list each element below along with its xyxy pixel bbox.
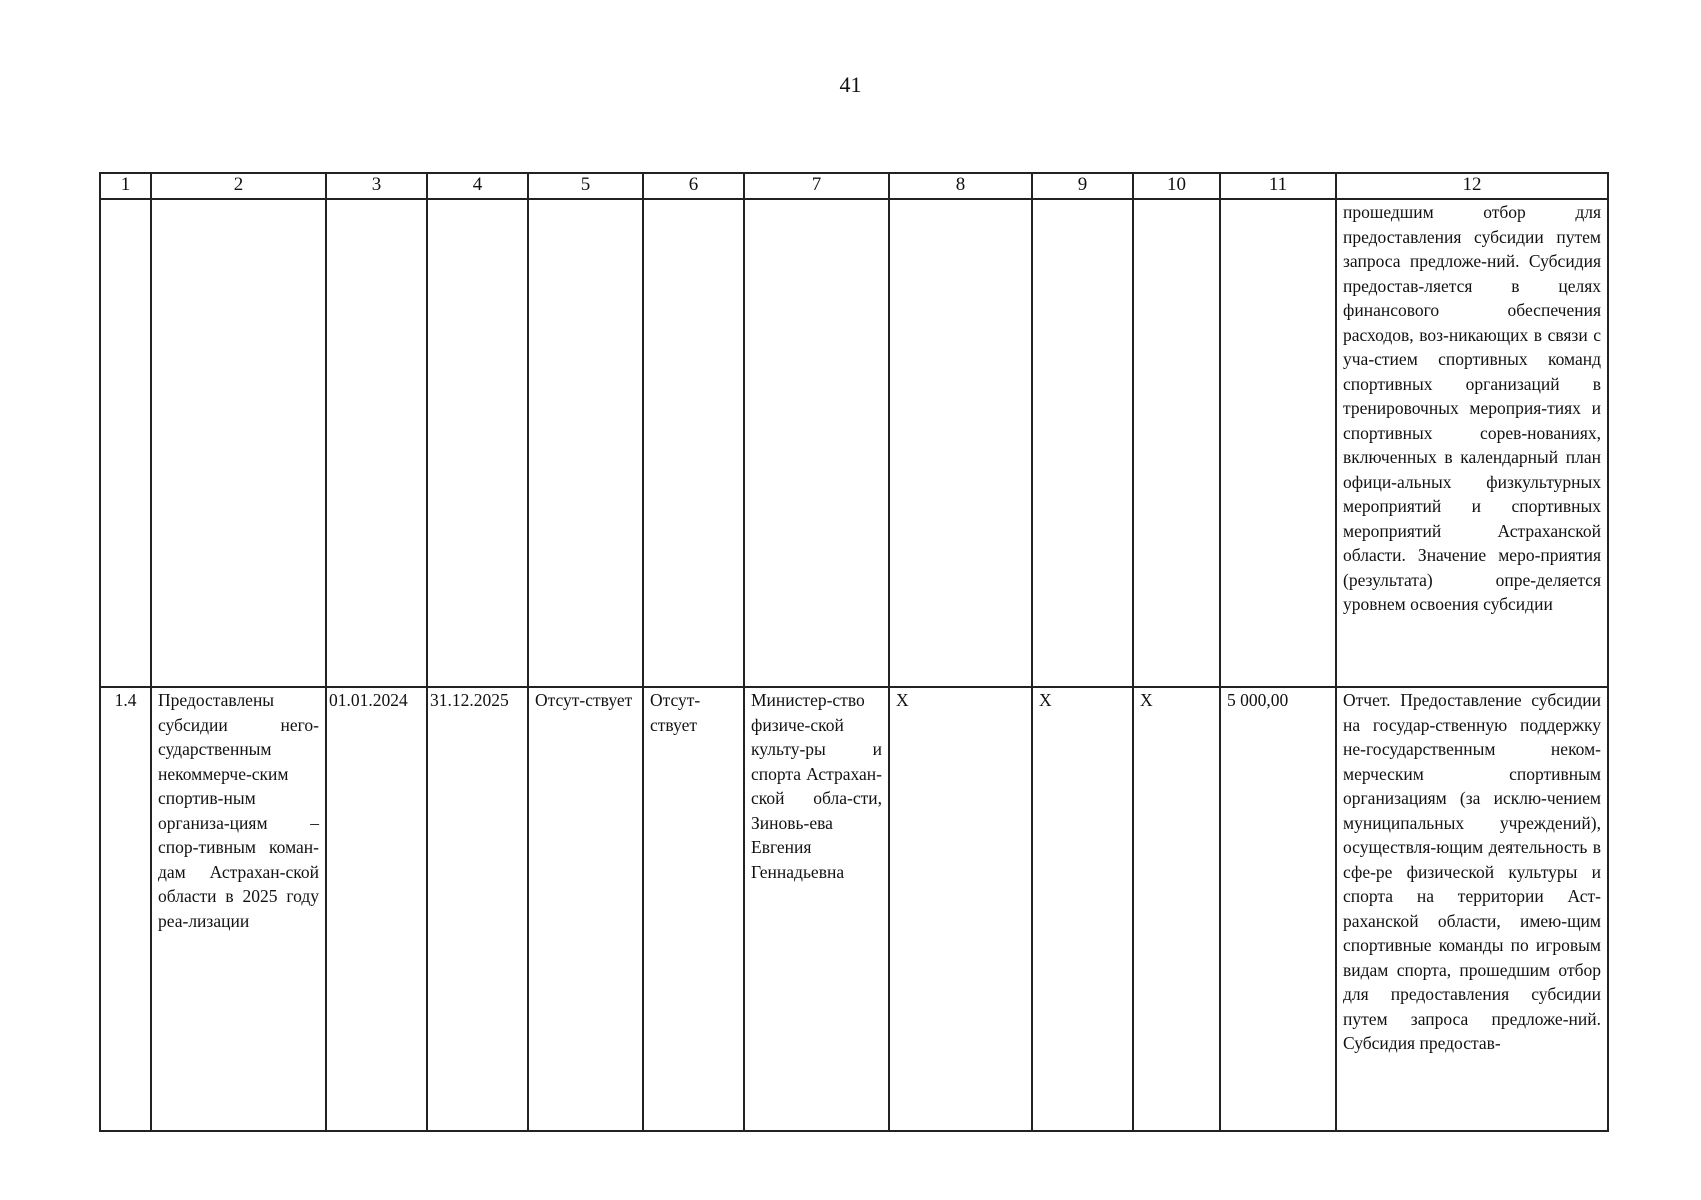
column-number-header-row [100,173,1608,199]
description-cell: прошедшим отбор для предоставления субсидии путем запроса предложе-ний. Субсидия предостав-ляется в целях финансового обеспечения расходов, воз-никающих в связи с уча-стием спортивных команд спортивных организаций в тренировочных мероприя-тиях и спортивных сорев-нованиях, включенных в календарный план офици-альных физкультурных мероприятий и спортивных мероприятий Астраханской области. Значение меро-приятия (результата) опре-деляется уровнем освоения субсидии [1336,199,1608,687]
table-cell [1133,199,1220,687]
column-header: 10 [1133,173,1220,199]
column-header: 6 [643,173,744,199]
column-header: 5 [528,173,643,199]
responsible-cell: Министер-ство физиче-ской культу-ры и спорта Астрахан-ской обла-сти, Зиновь-ева Евгения Геннадьевна [744,687,889,1131]
page-number: 41 [839,72,862,97]
table-cell [100,199,151,687]
end-date-cell: 31.12.2025 [427,687,528,1131]
column-header: 4 [427,173,528,199]
table-cell [326,199,427,687]
table-row-1-4 [100,687,1608,1131]
column-header: 1 [100,173,151,199]
measures-table [99,172,1609,1132]
table-cell [427,199,528,687]
table-cell: Х [1133,687,1220,1131]
description-cell: Отчет. Предоставление субсидии на государ-ственную поддержку не-государственным неком-мерческим спортивным организациям (за исклю-чением муниципальных учреждений), осуществля-ющим деятельность в сфе-ре физической культуры и спорта на территории Аст-раханской области, имею-щим спортивные команды по игровым видам спорта, прошедшим отбор для предоставления субсидии путем запроса предложе-ний. Субсидия предостав- [1336,687,1608,1131]
table-cell: Х [889,687,1032,1131]
table-cell: Отсут-ствует [528,687,643,1131]
column-header: 9 [1032,173,1133,199]
amount-cell: 5 000,00 [1220,687,1336,1131]
row-number-cell: 1.4 [100,687,151,1131]
column-header: 3 [326,173,427,199]
column-header: 2 [151,173,326,199]
table-cell: Х [1032,687,1133,1131]
column-header: 8 [889,173,1032,199]
measure-name-cell: Предоставлены субсидии него-сударственным некоммерче-ским спортив-ным организа-циям – спор-тивным коман-дам Астрахан-ской области в 2025 году реа-лизации [151,687,326,1131]
table-cell: Отсут-ствует [643,687,744,1131]
start-date-cell: 01.01.2024 [326,687,427,1131]
column-header: 11 [1220,173,1336,199]
column-header: 12 [1336,173,1608,199]
column-header: 7 [744,173,889,199]
table-row-continuation [100,199,1608,687]
table-cell [744,199,889,687]
table-cell [528,199,643,687]
table-cell [1032,199,1133,687]
table-cell [889,199,1032,687]
table-cell [1220,199,1336,687]
table-cell [151,199,326,687]
table-cell [643,199,744,687]
